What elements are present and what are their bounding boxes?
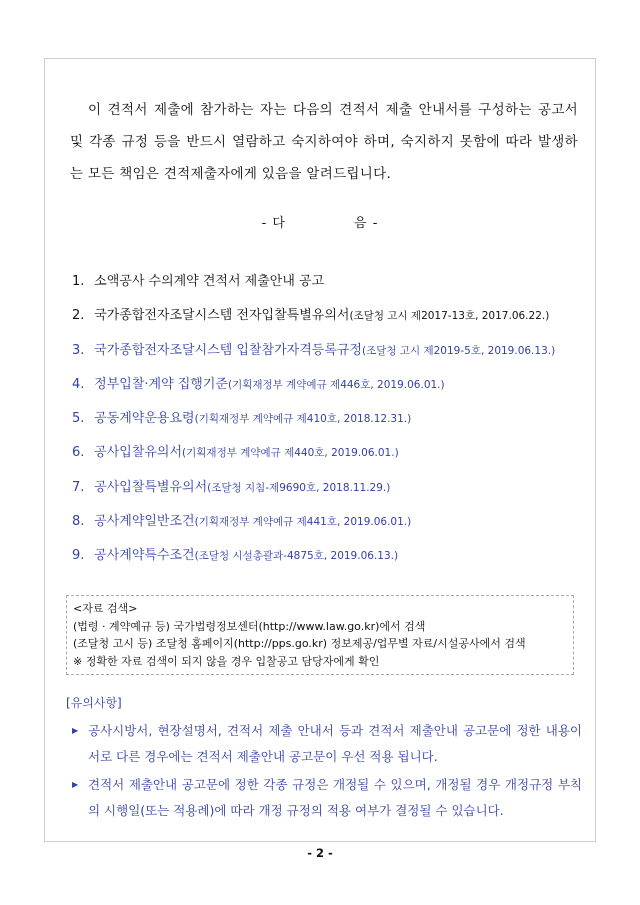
item-source: (조달청 시설총괄과-4875호, 2019.06.13.) bbox=[194, 550, 399, 563]
triangle-bullet-icon: ▶ bbox=[72, 726, 79, 735]
intro-paragraph bbox=[70, 94, 578, 190]
regulation-list bbox=[72, 270, 555, 579]
page-number: - 2 - bbox=[307, 846, 333, 860]
triangle-bullet-icon: ▶ bbox=[72, 780, 79, 789]
search-line-note: ※ 정확한 자료 검색이 되지 않을 경우 입찰공고 담당자에게 확인 bbox=[73, 654, 380, 668]
regulation-item bbox=[72, 407, 555, 441]
search-line-laws: (법령 · 계약예규 등) 국가법령정보센터(http://www.law.go.kr)에서 검색 bbox=[73, 619, 426, 633]
regulation-item bbox=[72, 304, 555, 338]
heading-left: - 다 bbox=[261, 216, 286, 231]
notice-title: [유의사항] bbox=[66, 696, 122, 710]
item-number: 2. bbox=[72, 308, 85, 324]
item-number: 1. bbox=[72, 274, 85, 289]
item-number: 4. bbox=[72, 376, 85, 392]
item-title: 공동계약운용요령 bbox=[94, 411, 195, 427]
item-title: 국가종합전자조달시스템 전자입찰특별유의서 bbox=[94, 308, 350, 324]
notice-item bbox=[72, 718, 582, 770]
item-source: (조달청 지침-제9690호, 2018.11.29.) bbox=[207, 481, 391, 494]
item-title: 공사입찰특별유의서 bbox=[94, 479, 208, 495]
regulation-item bbox=[72, 373, 555, 407]
item-title: 공사계약일반조건 bbox=[94, 514, 195, 530]
item-title: 공사입찰유의서 bbox=[94, 445, 183, 461]
notice-text: 견적서 제출안내 공고문에 정한 각종 규정은 개정될 수 있으며, 개정될 경우 개정규정 부칙의 시행일(또는 적용례)에 따라 개정 규정의 적용 여부가 결정될 수 있습니다. bbox=[88, 777, 582, 818]
intro-text: 이 견적서 제출에 참가하는 자는 다음의 견적서 제출 안내서를 구성하는 공고서 및 각종 규정 등을 반드시 열람하고 숙지하여야 하며, 숙지하지 못함에 따라 발생하는 모든 책임은 견적제출자에게 있음을 알려드립니다. bbox=[70, 102, 578, 182]
item-title: 정부입찰·계약 집행기준 bbox=[94, 376, 228, 392]
item-title: 공사계약특수조건 bbox=[94, 548, 195, 564]
item-number: 3. bbox=[72, 342, 85, 358]
item-number: 7. bbox=[72, 479, 85, 495]
item-source: (기획재정부 계약예규 제441호, 2019.06.01.) bbox=[194, 516, 412, 529]
notice-text: 공사시방서, 현장설명서, 견적서 제출 안내서 등과 견적서 제출안내 공고문에 정한 내용이 서로 다른 경우에는 견적서 제출안내 공고문이 우선 적용 됩니다. bbox=[88, 723, 582, 764]
item-title: 소액공사 수의계약 견적서 제출안내 공고 bbox=[94, 274, 325, 289]
search-line-pps: (조달청 고시 등) 조달청 홈페이지(http://pps.go.kr) 정보제공/업무별 자료/시설공사에서 검색 bbox=[73, 637, 526, 650]
item-source: (기획재정부 계약예규 제446호, 2019.06.01.) bbox=[228, 378, 445, 391]
item-number: 5. bbox=[72, 411, 85, 427]
regulation-item bbox=[72, 339, 555, 373]
item-source: (기획재정부 계약예규 제410호, 2018.12.31.) bbox=[194, 413, 412, 426]
regulation-item bbox=[72, 544, 555, 578]
item-source: (기획재정부 계약예규 제440호, 2019.06.01.) bbox=[182, 447, 399, 460]
item-title: 국가종합전자조달시스템 입찰참가자격등록규정 bbox=[94, 342, 362, 358]
regulation-item bbox=[72, 510, 555, 544]
regulation-item bbox=[72, 476, 555, 510]
regulation-item bbox=[72, 441, 555, 475]
item-source: (조달청 고시 제2017-13호, 2017.06.22.) bbox=[349, 310, 550, 323]
data-search-box bbox=[66, 595, 574, 675]
item-number: 9. bbox=[72, 548, 85, 564]
regulation-item bbox=[72, 270, 555, 304]
item-source: (조달청 고시 제2019-5호, 2019.06.13.) bbox=[362, 344, 556, 357]
item-number: 6. bbox=[72, 445, 85, 461]
section-heading bbox=[0, 212, 640, 231]
heading-right: 음 - bbox=[354, 216, 379, 231]
notice-item bbox=[72, 772, 582, 824]
search-box-title: <자료 검색> bbox=[73, 602, 138, 615]
item-number: 8. bbox=[72, 514, 85, 530]
